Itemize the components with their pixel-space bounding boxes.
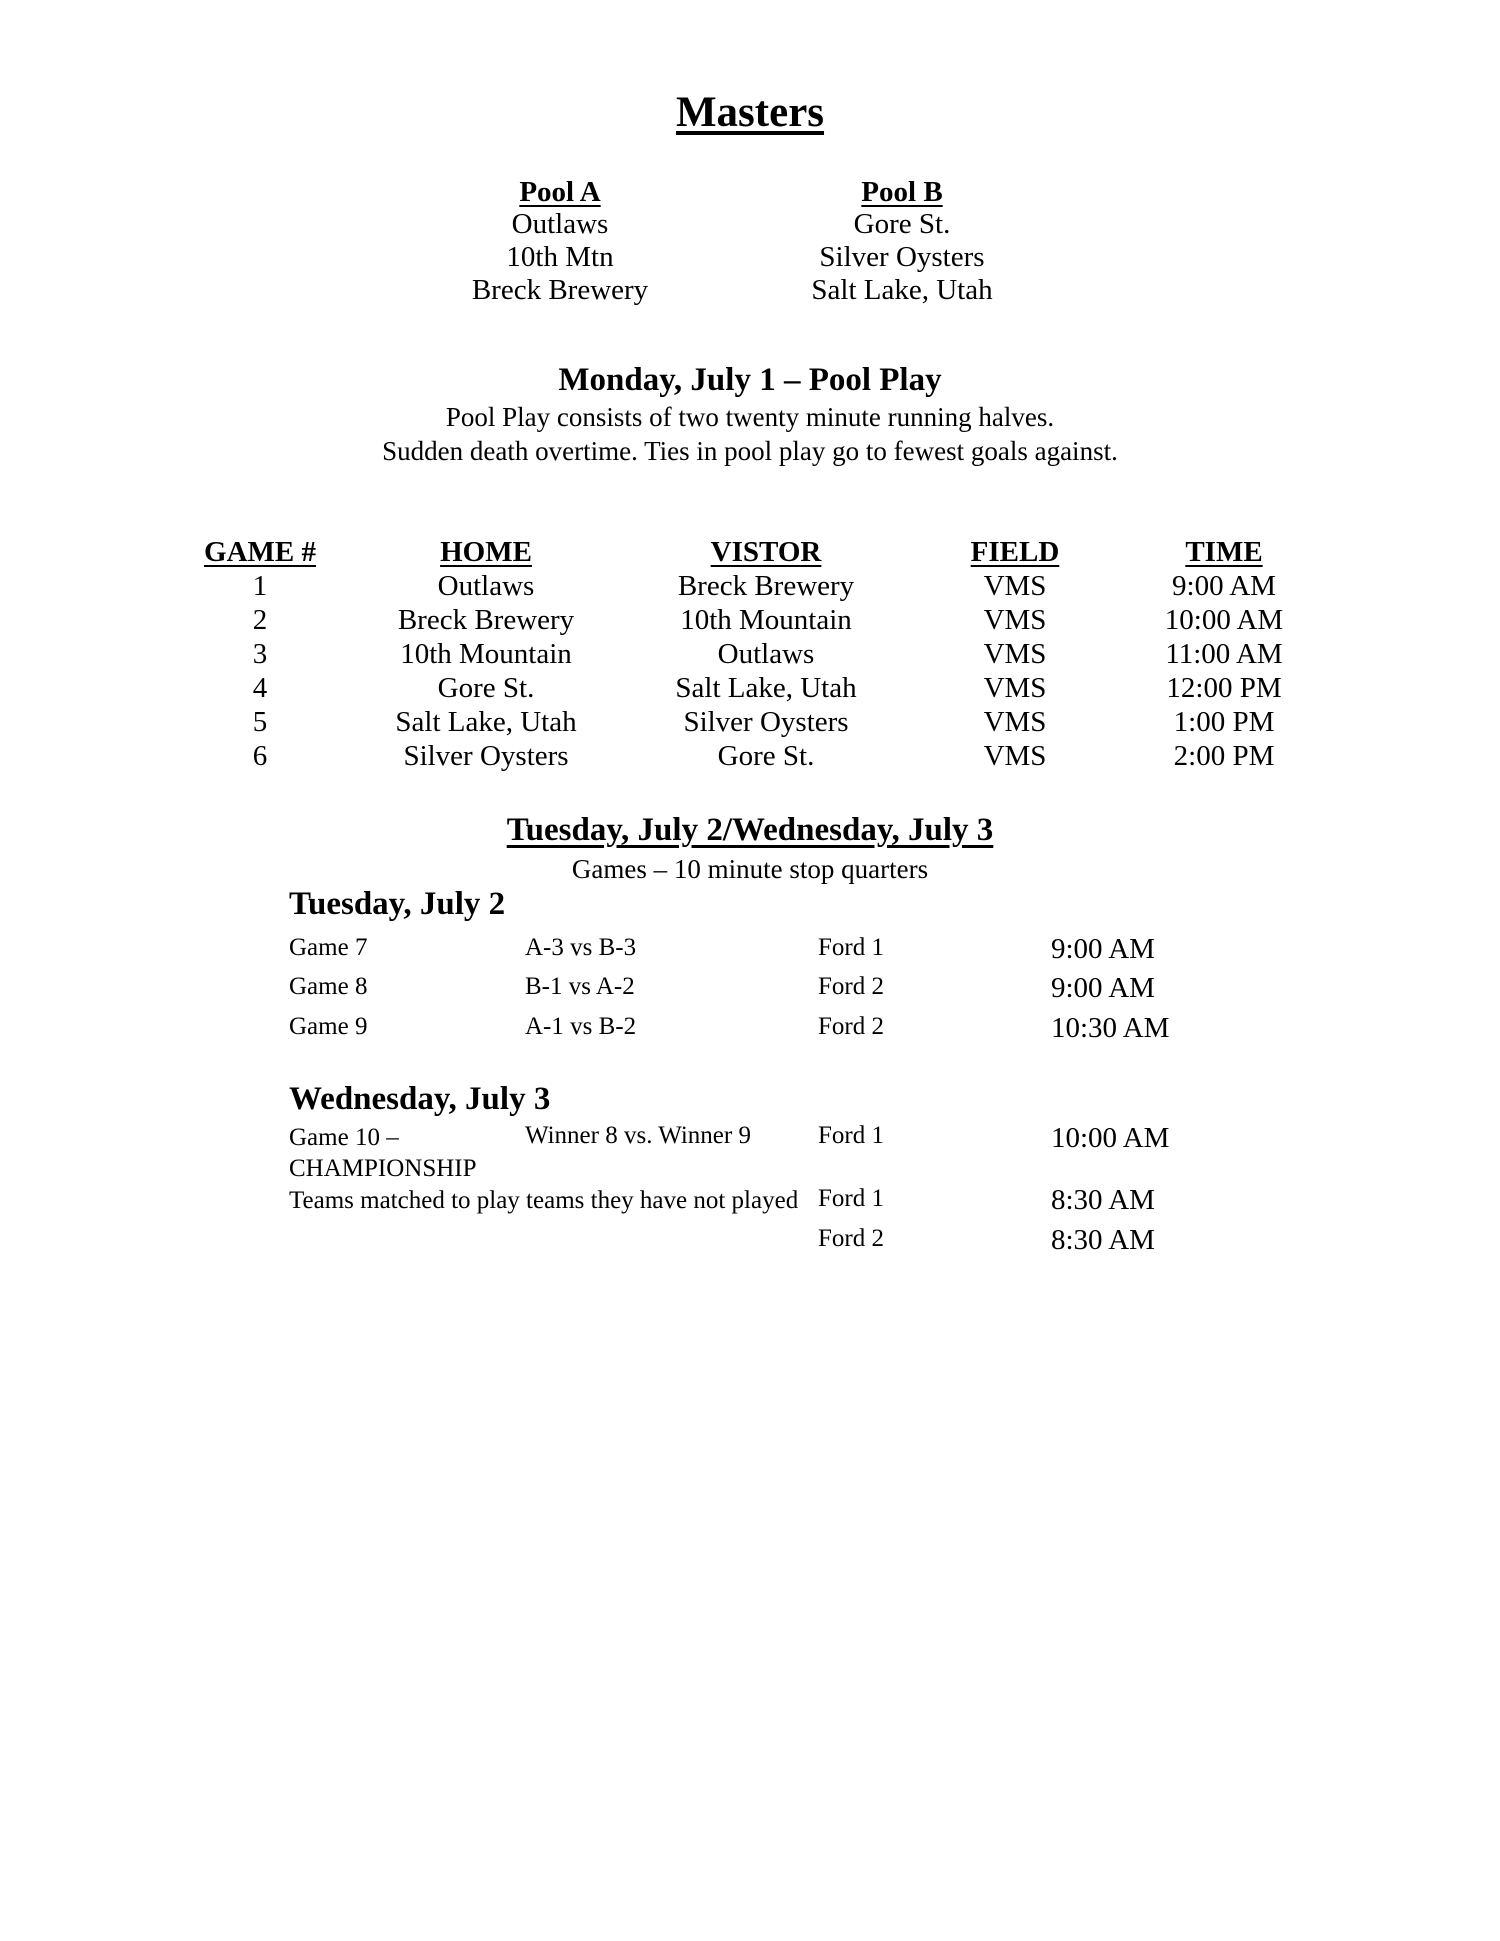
visitor-team: Breck Brewery [677,570,855,602]
game-label: Game 9 [289,1013,368,1040]
field: VMS [983,604,1047,636]
game-time: 8:30 AM [1051,1184,1155,1216]
matchup: B-1 vs A-2 [525,973,635,1000]
tiebreak-note: Sudden death overtime. Ties in pool play go to fewest goals against. [382,436,1118,466]
game-time: 1:00 PM [1173,706,1275,738]
column-header-field: FIELD [970,536,1060,568]
pool-a-team: Outlaws [511,208,609,240]
wednesday-heading: Wednesday, July 3 [289,1081,551,1117]
visitor-team: Gore St. [717,740,815,772]
pool-a [472,176,648,307]
pool-b-team: Salt Lake, Utah [811,274,993,306]
column-header-home: HOME [440,536,532,568]
field: VMS [983,740,1047,772]
game-time: 10:00 AM [1164,604,1284,636]
field: Ford 2 [818,1013,884,1040]
championship-matchup: Winner 8 vs. Winner 9 [525,1122,751,1149]
column-header-time: TIME [1185,536,1263,568]
pool-b-heading: Pool B [861,176,943,208]
game-time: 10:30 AM [1051,1012,1170,1044]
page-title: Masters [675,89,825,136]
pool-play-note: Pool Play consists of two twenty minute running halves. [445,402,1055,432]
visitor-team: Salt Lake, Utah [675,672,857,704]
field: VMS [983,638,1047,670]
game-number: 5 [252,706,268,738]
game-label: Game 7 [289,934,368,961]
field: VMS [983,570,1047,602]
game-time: 9:00 AM [1051,972,1155,1004]
column-header-visitor: VISTOR [710,536,822,568]
game-number: 6 [252,740,268,772]
game-number: 1 [252,570,268,602]
field: Ford 2 [818,1225,884,1252]
game-time: 10:00 AM [1051,1122,1170,1154]
field: Ford 1 [818,1122,884,1149]
championship-game-label: Game 10 – CHAMPIONSHIP [289,1124,477,1182]
game-time: 2:00 PM [1173,740,1275,772]
other-games-description: Teams matched to play teams they have not played [289,1187,799,1214]
matchup: A-3 vs B-3 [525,934,637,961]
home-team: Silver Oysters [403,740,569,772]
field: Ford 1 [818,934,884,961]
pool-a-team: Breck Brewery [471,274,649,306]
bracket-note: Games – 10 minute stop quarters [571,854,929,884]
field: Ford 2 [818,973,884,1000]
home-team: Gore St. [437,672,535,704]
pool-a-heading: Pool A [519,176,601,208]
home-team: 10th Mountain [400,638,572,670]
pool-a-team: 10th Mtn [506,241,614,273]
field: VMS [983,706,1047,738]
visitor-team: 10th Mountain [680,604,852,636]
field: VMS [983,672,1047,704]
tuesday-heading: Tuesday, July 2 [289,886,506,922]
home-team: Salt Lake, Utah [395,706,577,738]
game-label: Game 8 [289,973,368,1000]
game-time: 9:00 AM [1051,933,1155,965]
home-team: Breck Brewery [397,604,575,636]
pool-b-team: Silver Oysters [819,241,985,273]
monday-heading: Monday, July 1 – Pool Play [558,362,942,398]
game-time: 9:00 AM [1172,570,1276,602]
game-time: 12:00 PM [1166,672,1282,704]
game-time: 8:30 AM [1051,1224,1155,1256]
home-team: Outlaws [437,570,535,602]
matchup: A-1 vs B-2 [525,1013,637,1040]
visitor-team: Silver Oysters [683,706,849,738]
pool-b-team: Gore St. [853,208,951,240]
game-number: 4 [252,672,268,704]
visitor-team: Outlaws [717,638,815,670]
field: Ford 1 [818,1185,884,1212]
pool-b [811,176,992,307]
bracket-heading: Tuesday, July 2/Wednesday, July 3 [506,812,994,848]
game-number: 2 [252,604,268,636]
column-header-game: GAME # [204,536,316,568]
game-number: 3 [252,638,268,670]
game-time: 11:00 AM [1165,638,1283,670]
